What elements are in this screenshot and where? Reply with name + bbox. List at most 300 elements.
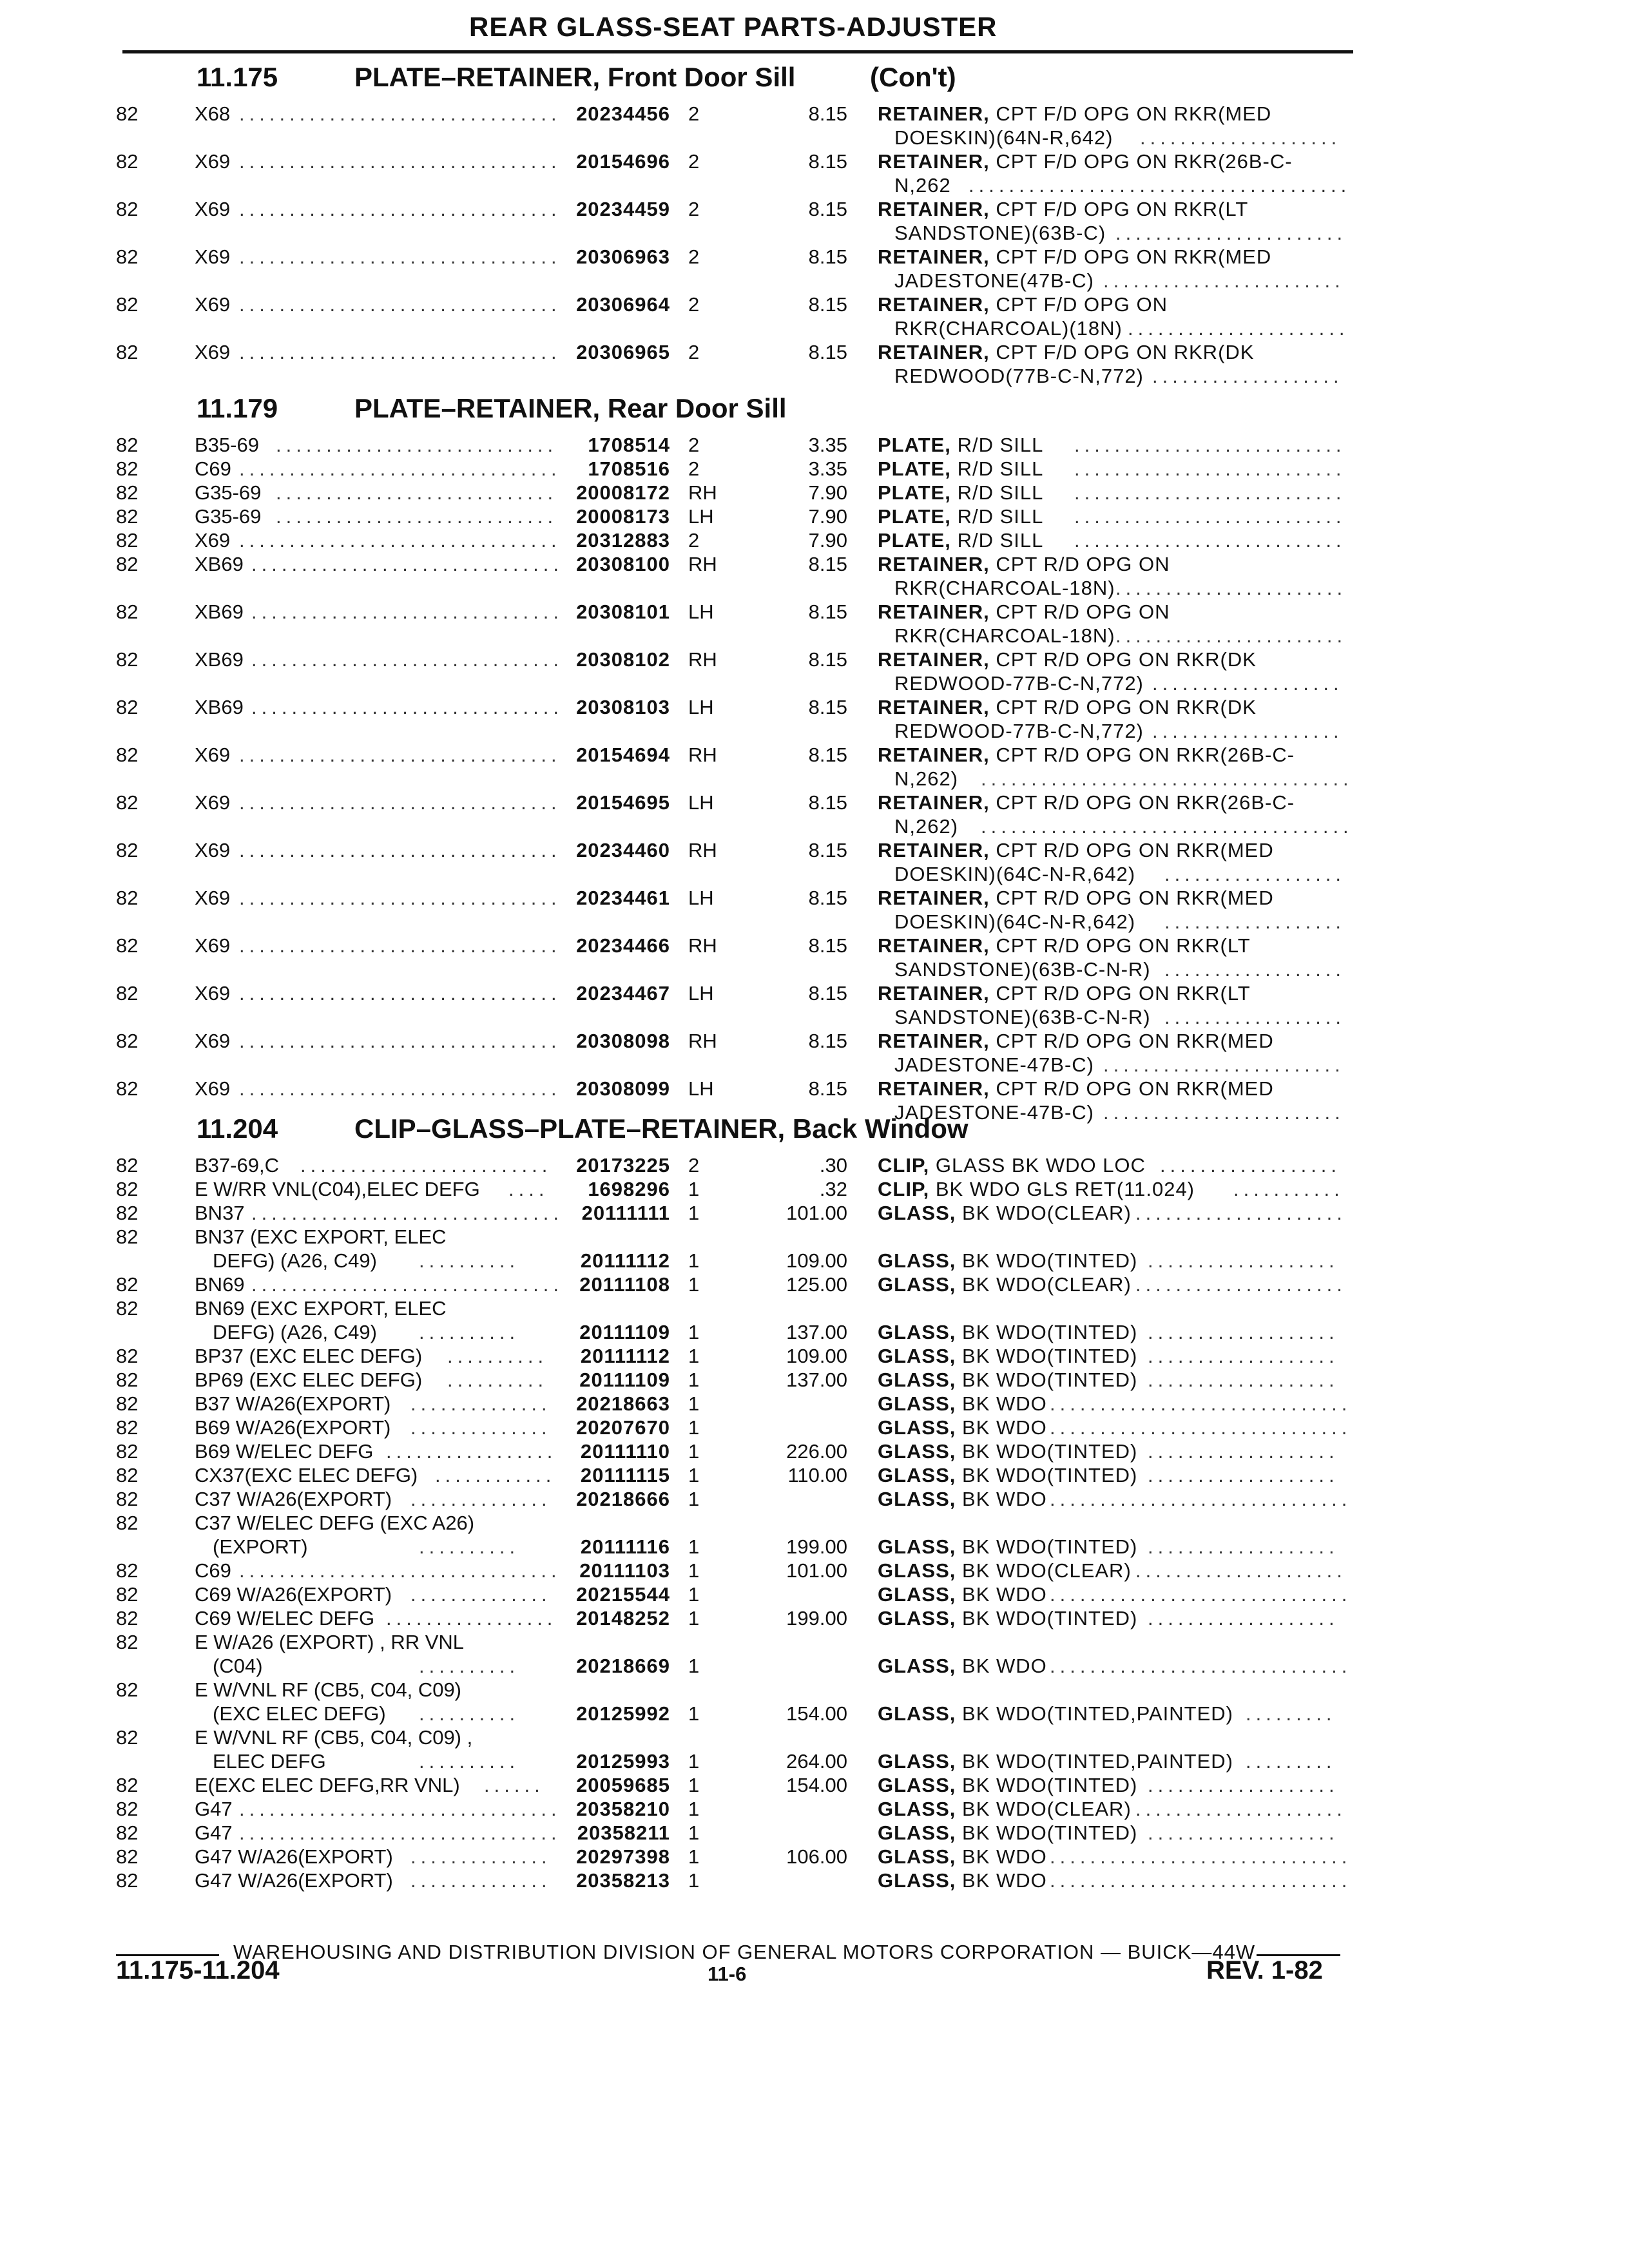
part-detail: BK WDO [962, 1655, 1047, 1677]
part-description-cont: DOESKIN)(64C-N-R,642) [894, 910, 1136, 933]
part-type: PLATE, [878, 434, 951, 456]
part-detail: CPT R/D OPG ON RKR(DK [996, 696, 1257, 718]
model-description: X69 [195, 1077, 231, 1100]
part-detail: BK WDO(TINTED) [962, 1321, 1138, 1343]
model-year: 82 [116, 102, 139, 125]
dot-leader: ................... [1148, 1607, 1339, 1629]
dot-leader: .......... [419, 1249, 520, 1272]
quantity: 1 [688, 1273, 700, 1296]
quantity: 1 [688, 1535, 700, 1558]
dot-leader: .............. [410, 1845, 552, 1868]
model-year: 82 [116, 1607, 139, 1629]
part-detail: CPT F/D OPG ON RKR(26B-C- [996, 150, 1293, 173]
quantity: LH [688, 791, 714, 814]
price: 7.90 [808, 529, 847, 552]
part-number: 1708514 [588, 434, 670, 456]
price: 101.00 [786, 1202, 847, 1224]
part-detail: CPT R/D OPG ON RKR(MED [996, 839, 1274, 861]
part-number: 20218669 [576, 1655, 670, 1677]
quantity: 1 [688, 1750, 700, 1773]
quantity: 2 [688, 434, 700, 456]
part-description [878, 1702, 1233, 1725]
dot-leader: ............................ [276, 481, 558, 504]
footer-section-range: 11.175-11.204 [116, 1956, 280, 1984]
footer-revision: REV. 1-82 [1206, 1956, 1323, 1984]
dot-leader: ............................ [276, 505, 558, 528]
part-description [878, 1463, 1137, 1487]
quantity: 2 [688, 341, 700, 363]
part-number: 20154695 [576, 791, 670, 814]
model-description: X69 [195, 293, 231, 316]
dot-leader: .................. [1164, 863, 1346, 885]
model-description: X69 [195, 341, 231, 363]
part-description [878, 528, 1043, 552]
model-description: X69 [195, 1030, 231, 1052]
part-description-cont: DOESKIN)(64C-N-R,642) [894, 863, 1136, 885]
section-continued: (Con't) [870, 62, 956, 92]
model-description: XB69 [195, 601, 244, 623]
part-description [878, 1177, 1195, 1201]
price: 226.00 [786, 1440, 847, 1463]
dot-leader: ................................ [239, 887, 561, 909]
model-year: 82 [116, 887, 139, 909]
quantity: 1 [688, 1392, 700, 1415]
part-description [878, 1273, 1132, 1296]
model-description: E(EXC ELEC DEFG,RR VNL) [195, 1774, 460, 1796]
model-year: 82 [116, 648, 139, 671]
part-description-cont: JADESTONE-47B-C) [894, 1053, 1094, 1076]
dot-leader: ................... [1148, 1464, 1339, 1486]
dot-leader: ............................... [251, 1273, 563, 1296]
part-number: 20111108 [579, 1273, 670, 1296]
dot-leader: ................................ [239, 982, 561, 1004]
part-description [878, 1535, 1137, 1559]
dot-leader: ...................... [1128, 317, 1349, 340]
price: .30 [819, 1154, 847, 1177]
quantity: LH [688, 1077, 714, 1100]
quantity: 2 [688, 245, 700, 268]
model-description: E W/VNL RF (CB5, C04, C09) [195, 1678, 462, 1701]
model-year: 82 [116, 529, 139, 552]
dot-leader: ..................... [1135, 1273, 1347, 1296]
dot-leader: ..................................... [981, 815, 1353, 838]
part-detail: CPT R/D OPG ON RKR(MED [996, 887, 1274, 909]
model-year: 82 [116, 1030, 139, 1052]
part-type: GLASS, [878, 1440, 956, 1463]
model-description: B69 W/ELEC DEFG [195, 1440, 374, 1463]
model-year: 82 [116, 839, 139, 861]
model-description: BN69 [195, 1273, 245, 1296]
model-year: 82 [116, 1297, 139, 1320]
price: 8.15 [808, 1077, 847, 1100]
part-detail: BK WDO(TINTED) [962, 1607, 1138, 1629]
price: 110.00 [787, 1464, 847, 1486]
dot-leader: .............................. [1050, 1655, 1352, 1677]
part-description [878, 1077, 1274, 1100]
page-title: REAR GLASS-SEAT PARTS-ADJUSTER [469, 12, 998, 42]
part-number: 20312883 [576, 529, 670, 552]
part-type: PLATE, [878, 505, 951, 528]
part-number: 20059685 [576, 1774, 670, 1796]
part-number: 20125992 [576, 1702, 670, 1725]
quantity: LH [688, 982, 714, 1004]
model-description: G47 W/A26(EXPORT) [195, 1869, 393, 1892]
quantity: 1 [688, 1798, 700, 1820]
part-description [878, 695, 1257, 719]
price: 3.35 [808, 434, 847, 456]
price: 8.15 [808, 696, 847, 718]
part-type: PLATE, [878, 529, 951, 552]
model-description-cont: (C04) [213, 1655, 263, 1677]
quantity: LH [688, 887, 714, 909]
part-description-cont: SANDSTONE)(63B-C-N-R) [894, 1006, 1151, 1028]
section-number: 11.175 [197, 62, 278, 92]
model-description: B37-69,C [195, 1154, 279, 1177]
model-description: X68 [195, 102, 231, 125]
part-description [878, 1029, 1274, 1053]
dot-leader: ................................ [239, 791, 561, 814]
part-detail: CPT R/D OPG ON RKR(LT [996, 982, 1251, 1004]
model-year: 82 [116, 1726, 139, 1749]
part-description [878, 886, 1274, 910]
quantity: RH [688, 481, 717, 504]
dot-leader: ................... [1148, 1369, 1339, 1391]
part-description-cont: RKR(CHARCOAL)(18N) [894, 317, 1123, 340]
part-detail: BK WDO(TINTED) [962, 1369, 1138, 1391]
part-number: 20218663 [576, 1392, 670, 1415]
model-description: X69 [195, 198, 231, 220]
part-type: PLATE, [878, 457, 951, 480]
model-description: C69 W/A26(EXPORT) [195, 1583, 392, 1606]
part-number: 20215544 [576, 1583, 670, 1606]
part-description [878, 600, 1170, 624]
part-type: GLASS, [878, 1488, 956, 1510]
dot-leader: .............. [410, 1488, 552, 1510]
dot-leader: ................... [1152, 672, 1344, 695]
model-year: 82 [116, 341, 139, 363]
quantity: 2 [688, 529, 700, 552]
quantity: 2 [688, 198, 700, 220]
part-number: 20308098 [576, 1030, 670, 1052]
model-year: 82 [116, 1464, 139, 1486]
part-type: RETAINER, [878, 744, 990, 766]
price: 8.15 [808, 601, 847, 623]
model-description-cont: (EXPORT) [213, 1535, 308, 1558]
quantity: 1 [688, 1440, 700, 1463]
part-description [878, 934, 1251, 957]
part-type: GLASS, [878, 1774, 956, 1796]
part-detail: CPT R/D OPG ON RKR(26B-C- [996, 744, 1295, 766]
part-description-cont: N,262) [894, 815, 959, 838]
part-type: PLATE, [878, 481, 951, 504]
dot-leader: .............................. [1050, 1416, 1352, 1439]
price: 8.15 [808, 648, 847, 671]
part-description [878, 1392, 1047, 1416]
dot-leader: ................... [1152, 365, 1344, 387]
price: 8.15 [808, 553, 847, 575]
part-detail: BK WDO [962, 1392, 1047, 1415]
model-year: 82 [116, 791, 139, 814]
dot-leader: ................... [1148, 1440, 1339, 1463]
dot-leader: ............................... [251, 648, 563, 671]
model-description: B35-69 [195, 434, 259, 456]
price: 101.00 [786, 1559, 847, 1582]
quantity: LH [688, 505, 714, 528]
part-detail: R/D SILL [957, 457, 1044, 480]
dot-leader: ................... [1148, 1535, 1339, 1558]
price: 8.15 [808, 198, 847, 220]
part-detail: BK WDO [962, 1845, 1047, 1868]
model-description: X69 [195, 887, 231, 909]
part-number: 20111109 [579, 1321, 670, 1343]
model-year: 82 [116, 481, 139, 504]
part-type: GLASS, [878, 1821, 956, 1844]
price: 8.15 [808, 982, 847, 1004]
quantity: RH [688, 553, 717, 575]
quantity: 1 [688, 1369, 700, 1391]
model-description: G35-69 [195, 481, 262, 504]
part-type: GLASS, [878, 1655, 956, 1677]
dot-leader: ................................ [239, 198, 561, 220]
model-description: BN37 [195, 1202, 245, 1224]
quantity: 1 [688, 1202, 700, 1224]
model-description-cont: DEFG) (A26, C49) [213, 1249, 377, 1272]
quantity: LH [688, 601, 714, 623]
model-description: XB69 [195, 696, 244, 718]
quantity: 1 [688, 1774, 700, 1796]
model-year: 82 [116, 1369, 139, 1391]
part-number: 20111111 [581, 1202, 670, 1224]
part-detail: BK WDO(TINTED) [962, 1774, 1138, 1796]
part-type: RETAINER, [878, 553, 990, 575]
model-description: E W/RR VNL(C04),ELEC DEFG [195, 1178, 480, 1200]
part-detail: CPT F/D OPG ON RKR(MED [996, 102, 1272, 125]
part-description [878, 1606, 1137, 1630]
quantity: 2 [688, 102, 700, 125]
dot-leader: ................................ [239, 245, 561, 268]
dot-leader: ...... [484, 1774, 545, 1796]
part-number: 20234466 [576, 934, 670, 957]
dot-leader: ................................ [239, 102, 561, 125]
part-detail: CPT F/D OPG ON RKR(DK [996, 341, 1255, 363]
model-year: 82 [116, 457, 139, 480]
dot-leader: ................................ [239, 1559, 561, 1582]
part-number: 20358210 [576, 1798, 670, 1820]
part-description [878, 1559, 1132, 1582]
dot-leader: ............................ [276, 434, 558, 456]
part-description-cont: SANDSTONE)(63B-C) [894, 222, 1106, 244]
model-year: 82 [116, 1440, 139, 1463]
model-year: 82 [116, 934, 139, 957]
price: 8.15 [808, 744, 847, 766]
part-description [878, 1821, 1137, 1845]
part-detail: BK WDO [962, 1583, 1047, 1606]
model-description: X69 [195, 245, 231, 268]
dot-leader: ................. [386, 1440, 557, 1463]
dot-leader: ................... [1152, 720, 1344, 742]
dot-leader: ........................... [1074, 434, 1346, 456]
part-description [878, 1797, 1132, 1821]
part-number: 20234467 [576, 982, 670, 1004]
part-detail: BK WDO [962, 1869, 1047, 1892]
dot-leader: .............. [410, 1869, 552, 1892]
dot-leader: .............. [410, 1416, 552, 1439]
part-number: 20358211 [577, 1821, 670, 1844]
part-detail: BK WDO(TINTED) [962, 1249, 1138, 1272]
part-description [878, 743, 1295, 767]
part-description-cont: SANDSTONE)(63B-C-N-R) [894, 958, 1151, 981]
dot-leader: ............................... [251, 696, 563, 718]
dot-leader: ......................... [300, 1154, 552, 1177]
dot-leader: ................................ [239, 457, 561, 480]
dot-leader: .......... [419, 1321, 520, 1343]
dot-leader: ........................... [1074, 481, 1346, 504]
dot-leader: .......... [419, 1535, 520, 1558]
dot-leader: .......... [419, 1750, 520, 1773]
part-detail: BK WDO [962, 1416, 1047, 1439]
model-year: 82 [116, 982, 139, 1004]
part-type: RETAINER, [878, 293, 990, 316]
part-detail: CPT R/D OPG ON [996, 601, 1170, 623]
part-description-cont: REDWOOD(77B-C-N,772) [894, 365, 1144, 387]
part-description [878, 838, 1274, 862]
quantity: 1 [688, 1655, 700, 1677]
part-description [878, 1416, 1047, 1439]
part-type: GLASS, [878, 1321, 956, 1343]
part-detail: CPT F/D OPG ON RKR(LT [996, 198, 1249, 220]
price: 154.00 [786, 1774, 847, 1796]
model-description: BN69 (EXC EXPORT, ELEC [195, 1297, 447, 1320]
model-year: 82 [116, 1845, 139, 1868]
quantity: 1 [688, 1583, 700, 1606]
part-number: 20154694 [576, 744, 670, 766]
part-number: 20308099 [576, 1077, 670, 1100]
dot-leader: ................... [1148, 1249, 1339, 1272]
part-type: RETAINER, [878, 150, 990, 173]
model-year: 82 [116, 1583, 139, 1606]
part-description [878, 149, 1293, 173]
model-description: X69 [195, 529, 231, 552]
part-description [878, 1201, 1132, 1225]
dot-leader: .................... [1140, 126, 1342, 149]
dot-leader: ................. [386, 1607, 557, 1629]
part-number: 20111112 [580, 1345, 670, 1367]
dot-leader: .................. [1164, 910, 1346, 933]
part-description [878, 245, 1271, 269]
dot-leader: ................................ [239, 1077, 561, 1100]
model-description: C37 W/A26(EXPORT) [195, 1488, 392, 1510]
part-detail: CPT F/D OPG ON [996, 293, 1168, 316]
price: 8.15 [808, 150, 847, 173]
model-year: 82 [116, 1154, 139, 1177]
price: 8.15 [808, 934, 847, 957]
part-number: 20008172 [576, 481, 670, 504]
part-number: 20111116 [580, 1535, 670, 1558]
dot-leader: ........................ [1103, 1053, 1345, 1076]
model-year: 82 [116, 150, 139, 173]
dot-leader: ............ [435, 1464, 556, 1486]
part-number: 20306964 [576, 293, 670, 316]
quantity: 1 [688, 1178, 700, 1200]
dot-leader: ................................ [239, 341, 561, 363]
price: 154.00 [786, 1702, 847, 1725]
dot-leader: ................... [1148, 1774, 1339, 1796]
part-detail: BK WDO(CLEAR) [962, 1202, 1132, 1224]
dot-leader: .............................. [1050, 1392, 1352, 1415]
dot-leader: ....................... [1115, 222, 1347, 244]
price: 7.90 [808, 505, 847, 528]
dot-leader: ............................... [251, 1202, 563, 1224]
model-year: 82 [116, 434, 139, 456]
price: 3.35 [808, 457, 847, 480]
model-description: BN37 (EXC EXPORT, ELEC [195, 1225, 447, 1248]
model-year: 82 [116, 696, 139, 718]
part-type: RETAINER, [878, 791, 990, 814]
part-description [878, 481, 1043, 505]
model-year: 82 [116, 1202, 139, 1224]
part-type: GLASS, [878, 1535, 956, 1558]
model-year: 82 [116, 1077, 139, 1100]
dot-leader: .... [508, 1178, 549, 1200]
quantity: 1 [688, 1821, 700, 1844]
dot-leader: .............................. [1050, 1845, 1352, 1868]
model-year: 82 [116, 245, 139, 268]
part-type: RETAINER, [878, 648, 990, 671]
part-description [878, 791, 1295, 814]
dot-leader: ................................ [239, 744, 561, 766]
part-detail: BK WDO(CLEAR) [962, 1798, 1132, 1820]
model-description: E W/VNL RF (CB5, C04, C09) , [195, 1726, 473, 1749]
quantity: 2 [688, 457, 700, 480]
price: 8.15 [808, 887, 847, 909]
part-description [878, 1582, 1047, 1606]
dot-leader: ........................... [1074, 529, 1346, 552]
part-description [878, 552, 1170, 576]
model-description: X69 [195, 791, 231, 814]
part-type: GLASS, [878, 1845, 956, 1868]
model-year: 82 [116, 601, 139, 623]
quantity: LH [688, 696, 714, 718]
part-number: 20218666 [576, 1488, 670, 1510]
quantity: 1 [688, 1845, 700, 1868]
part-type: GLASS, [878, 1345, 956, 1367]
part-number: 20358213 [576, 1869, 670, 1892]
dot-leader: .................. [1164, 1006, 1346, 1028]
model-description: C37 W/ELEC DEFG (EXC A26) [195, 1512, 475, 1534]
section-name: PLATE–RETAINER, Front Door Sill [354, 62, 796, 92]
dot-leader: ................................ [239, 934, 561, 957]
part-description [878, 1344, 1137, 1368]
dot-leader: ................................ [239, 150, 561, 173]
quantity: 1 [688, 1321, 700, 1343]
part-type: CLIP, [878, 1178, 930, 1200]
part-number: 20234460 [576, 839, 670, 861]
part-detail: BK WDO(TINTED) [962, 1535, 1138, 1558]
dot-leader: ..................... [1135, 1202, 1347, 1224]
dot-leader: ..................................... [981, 767, 1353, 790]
part-type: RETAINER, [878, 934, 990, 957]
quantity: 1 [688, 1416, 700, 1439]
model-description: BP37 (EXC ELEC DEFG) [195, 1345, 423, 1367]
model-description: C69 W/ELEC DEFG [195, 1607, 375, 1629]
quantity: RH [688, 744, 717, 766]
model-year: 82 [116, 1798, 139, 1820]
part-description-cont: RKR(CHARCOAL-18N) [894, 577, 1115, 599]
part-type: RETAINER, [878, 887, 990, 909]
model-description: C69 [195, 457, 231, 480]
part-type: CLIP, [878, 1154, 930, 1177]
footer-publisher: WAREHOUSING AND DISTRIBUTION DIVISION OF GENERAL MOTORS CORPORATION — BUICK—44W [233, 1941, 1256, 1963]
